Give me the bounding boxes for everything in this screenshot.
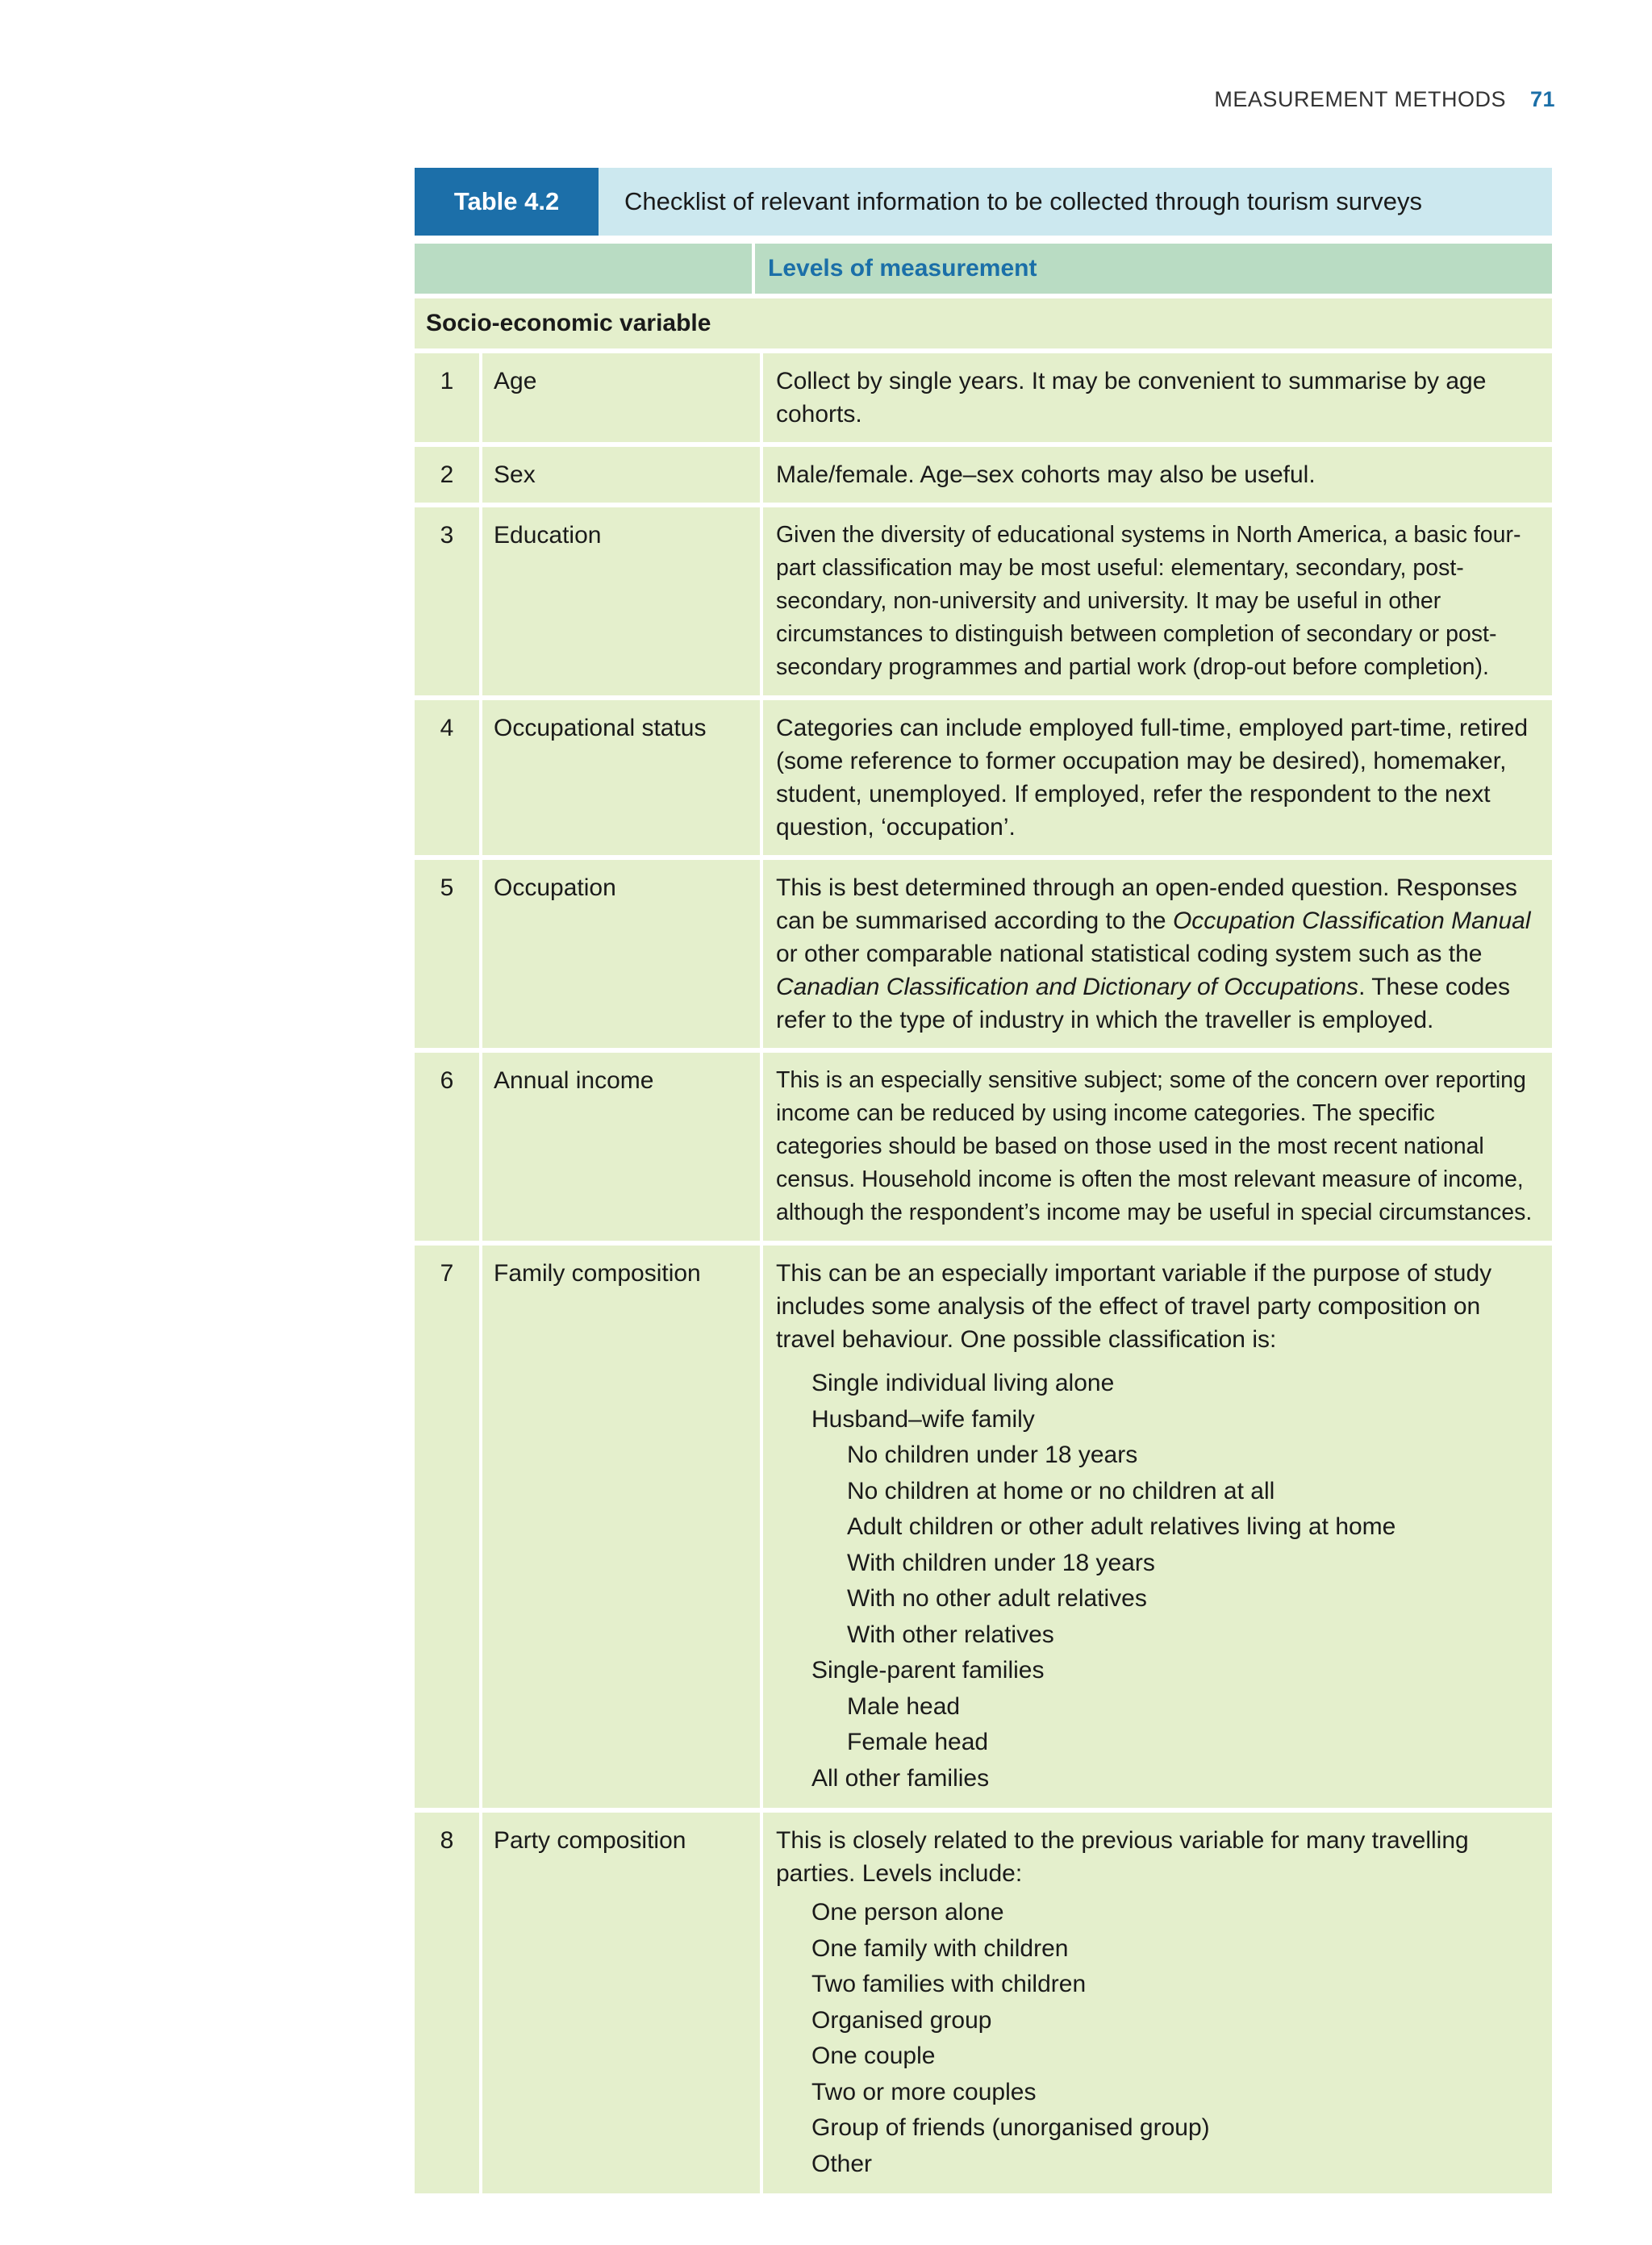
variable-description: Collect by single years. It may be convenient to summarise by age cohorts. <box>763 353 1552 442</box>
row-number: 7 <box>415 1246 479 1808</box>
table-row <box>415 1813 1552 2193</box>
list-item: Group of friends (unorganised group) <box>811 2114 1210 2141</box>
list-item: Adult children or other adult relatives living at home <box>847 1513 1396 1540</box>
levels-of-measurement-header: Levels of measurement <box>755 244 1552 294</box>
table-row <box>415 1246 1552 1808</box>
table-row <box>415 860 1552 1048</box>
row-number: 4 <box>415 700 479 855</box>
table-caption <box>415 168 1552 236</box>
list-item: With children under 18 years <box>847 1549 1155 1576</box>
variable-description <box>763 1813 1552 2193</box>
variable-name: Education <box>482 507 760 695</box>
list-item: Single individual living alone <box>811 1370 1115 1396</box>
variable-description: Categories can include employed full-time, employed part-time, retired (some reference to former occupation may be desired), homemaker, student, unemployed. If employed, refer the respondent to the next question, ‘occupation’. <box>763 700 1552 855</box>
list-item: Male head <box>847 1692 961 1720</box>
list-item: One person alone <box>811 1899 1004 1926</box>
row-number: 5 <box>415 860 479 1048</box>
table-label: Table 4.2 <box>415 168 599 236</box>
list-item: Husband–wife family <box>811 1405 1035 1433</box>
list-item: With other relatives <box>847 1621 1054 1648</box>
variable-description: Given the diversity of educational systems in North America, a basic four-part classification may be most useful: elementary, secondary, post-secondary, non-university and university. It may be useful in other circumstances to distinguish between completion of secondary or post-secondary programmes and partial work (drop-out before completion). <box>763 507 1552 695</box>
description-text: This is best determined through an open-ended question. Responses can be summarised according to the <box>776 874 1517 934</box>
table-row <box>415 447 1552 503</box>
header-blank-cell <box>415 244 752 294</box>
list-item: Two families with children <box>811 1971 1087 1997</box>
page-number: 71 <box>1529 87 1555 111</box>
variable-name: Age <box>482 353 760 442</box>
table-row <box>415 507 1552 695</box>
row-number: 2 <box>415 447 479 503</box>
list-item: With no other adult relatives <box>847 1585 1147 1612</box>
description-text: This can be an especially important variable if the purpose of study includes some analysis of the effect of travel party composition on travel behaviour. One possible classification is: <box>776 1260 1492 1353</box>
table-header-row <box>415 244 1552 294</box>
list-item: Organised group <box>811 2006 992 2034</box>
list-item: One family with children <box>811 1934 1069 1962</box>
list-item: One couple <box>811 2043 936 2069</box>
variable-name: Sex <box>482 447 760 503</box>
row-number: 6 <box>415 1053 479 1241</box>
list-item: Single-parent families <box>811 1657 1045 1684</box>
variable-name: Occupation <box>482 860 760 1048</box>
variable-description: Male/female. Age–sex cohorts may also be useful. <box>763 447 1552 503</box>
list-item: Other <box>811 2150 873 2177</box>
table-row <box>415 353 1552 442</box>
row-number: 3 <box>415 507 479 695</box>
list-item: No children at home or no children at all <box>847 1477 1275 1504</box>
running-head-section: MEASUREMENT METHODS <box>1214 87 1506 111</box>
dictionary-title: Canadian Classification and Dictionary of Occupations <box>776 974 1359 1000</box>
list-item: Female head <box>847 1729 989 1755</box>
running-head <box>1214 87 1555 112</box>
row-number: 8 <box>415 1813 479 2193</box>
variable-description: This is an especially sensitive subject; some of the concern over reporting income can be reduced by using income categories. The specific categories should be based on those used in the most recent national census. Household income is often the most relevant measure of income, although the respondent’s income may be useful in special circumstances. <box>763 1053 1552 1241</box>
family-classification-list <box>776 1366 1541 1796</box>
row-number: 1 <box>415 353 479 442</box>
description-text: This is closely related to the previous variable for many travelling parties. Levels include: <box>776 1827 1469 1887</box>
description-text: . These codes refer to the type of industry in which the traveller is employed. <box>776 974 1510 1033</box>
list-item: Two or more couples <box>811 2078 1037 2105</box>
list-item: All other families <box>811 1764 990 1792</box>
variable-name: Family composition <box>482 1246 760 1808</box>
table-4-2 <box>415 168 1552 2198</box>
party-levels-list <box>776 1895 1541 2182</box>
table-row <box>415 1053 1552 1241</box>
variable-description <box>763 860 1552 1048</box>
variable-description <box>763 1246 1552 1808</box>
manual-title: Occupation Classification Manual <box>1172 908 1531 934</box>
variable-name: Annual income <box>482 1053 760 1241</box>
description-text: or other comparable national statistical coding system such as the <box>776 941 1483 967</box>
variable-name: Occupational status <box>482 700 760 855</box>
section-header-socio-economic: Socio-economic variable <box>415 298 1552 348</box>
variable-name: Party composition <box>482 1813 760 2193</box>
table-title: Checklist of relevant information to be collected through tourism surveys <box>599 168 1552 236</box>
list-item: No children under 18 years <box>847 1442 1138 1468</box>
table-row <box>415 700 1552 855</box>
